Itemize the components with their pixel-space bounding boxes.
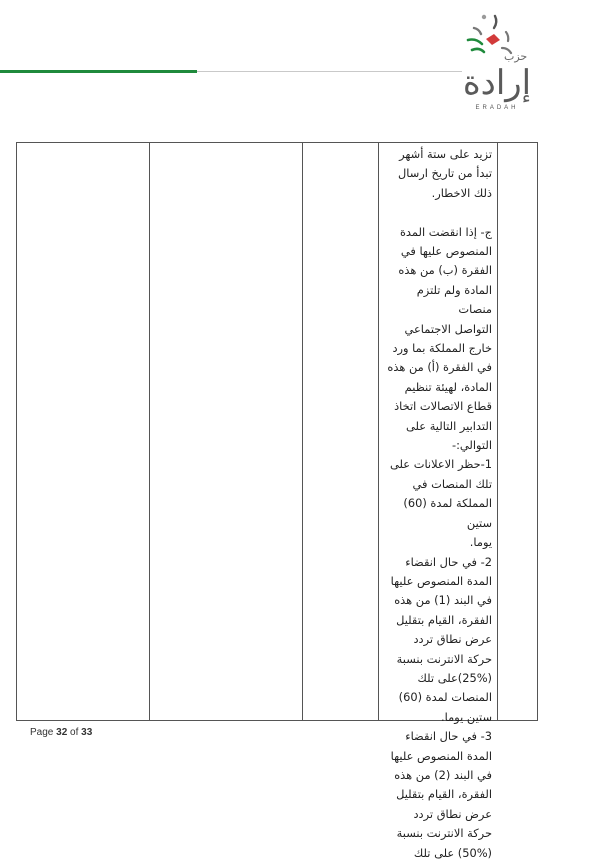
- text-line: الفقرة (ب) من هذه: [398, 263, 492, 278]
- text-line: يوما.: [469, 535, 492, 550]
- text-line: 2- في حال انقضاء: [405, 554, 492, 569]
- header-divider-line: [197, 71, 462, 72]
- text-line: خارج المملكة بما ورد: [392, 341, 492, 356]
- text-line: (50%) على تلك: [413, 845, 492, 860]
- text-line: ستين يوما.: [441, 709, 492, 724]
- text-line: تلك المنصات في: [412, 476, 492, 491]
- text-line: ذلك الاخطار.: [431, 185, 492, 200]
- text-line: الفقرة، القيام بتقليل: [396, 612, 492, 627]
- text-line: التواصل الاجتماعي: [404, 321, 492, 336]
- text-line: المنصوص عليها في: [400, 244, 492, 259]
- table-cell-text: [379, 143, 497, 863]
- text-line: تبدأ من تاريخ ارسال: [397, 166, 492, 181]
- page-separator: of: [70, 727, 79, 738]
- text-line: تزيد على ستة أشهر: [399, 147, 492, 161]
- text-line: عرض نطاق تردد: [413, 632, 492, 647]
- text-line: المدة المنصوص عليها: [390, 573, 492, 588]
- logo-english-text: ERADAH: [475, 105, 519, 111]
- logo-party-text: حزب: [504, 50, 528, 63]
- table-column-3: [302, 143, 378, 720]
- total-page-number: 33: [81, 727, 93, 738]
- text-line: في البند (2) من هذه: [394, 767, 492, 782]
- text-line: عرض نطاق تردد: [413, 806, 492, 821]
- table-column-4: [149, 143, 302, 720]
- text-line: المادة، لهيئة تنظيم: [404, 379, 492, 394]
- text-line: قطاع الاتصالات اتخاذ: [394, 399, 492, 414]
- text-line: المنصات لمدة (60): [398, 690, 492, 705]
- page-number-footer: [30, 727, 92, 738]
- paragraph-gap: [381, 203, 492, 222]
- text-line: المادة ولم تلتزم منصات: [416, 282, 492, 317]
- text-line: في البند (1) من هذه: [394, 593, 492, 608]
- text-line: (25%)على تلك: [417, 670, 492, 685]
- text-line: في الفقرة (أ) من هذه: [387, 360, 492, 375]
- text-line: المملكة لمدة (60) ستين: [403, 496, 492, 530]
- text-line: 1-حظر الاعلانات على: [390, 457, 492, 472]
- text-line: التوالي:-: [451, 438, 492, 453]
- table-column-5: [17, 143, 149, 720]
- text-line: 3- في حال انقضاء: [405, 729, 492, 744]
- header-accent-line: [0, 70, 197, 73]
- text-line: حركة الانترنت بنسبة: [396, 826, 492, 841]
- text-line: الفقرة، القيام بتقليل: [396, 787, 492, 802]
- text-line: ج- إذا انقضت المدة: [399, 224, 492, 239]
- table-column-1: [497, 143, 537, 720]
- logo-arabic-text: إرادة: [462, 63, 532, 103]
- party-logo: [462, 12, 532, 111]
- page-label: Page: [30, 727, 54, 738]
- text-line: التدابير التالية على: [406, 418, 492, 433]
- text-line: المدة المنصوص عليها: [390, 748, 492, 763]
- current-page-number: 32: [56, 727, 68, 738]
- text-line: حركة الانترنت بنسبة: [396, 651, 492, 666]
- table-column-2: [378, 143, 497, 860]
